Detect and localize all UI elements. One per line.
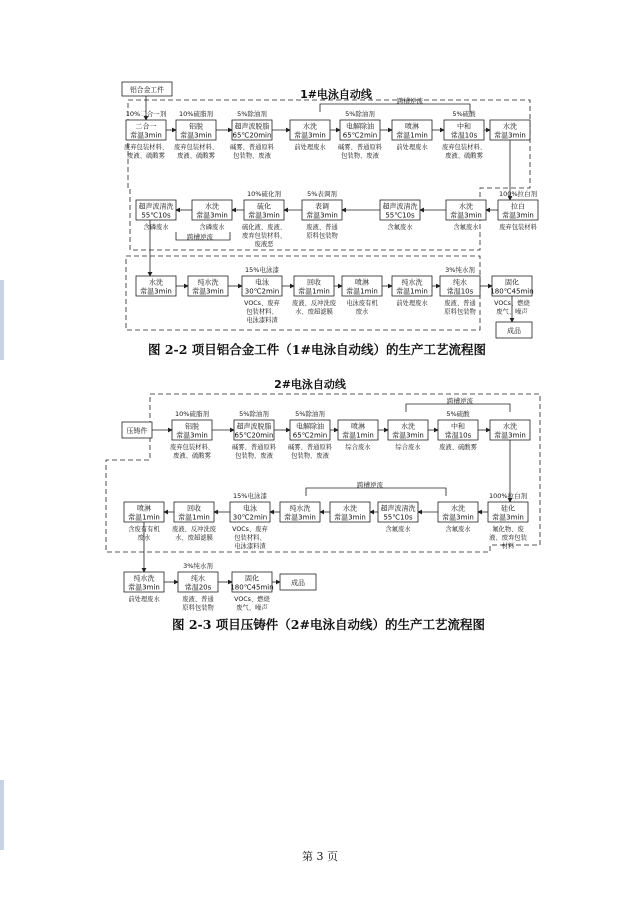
process-step-text: 常温3min <box>442 513 474 522</box>
waste-label: 电泳漆料渣 <box>234 543 266 550</box>
figure-1-title: 1#电泳自动线 <box>300 88 372 101</box>
process-step-m6 <box>438 409 478 451</box>
process-step-text: 硅化 <box>501 504 515 513</box>
waste-label: 氟化物、废 <box>492 526 524 533</box>
process-step-text: 30℃2min <box>232 513 268 522</box>
reagent-label: 10%二合一剂 <box>125 110 167 118</box>
waste-label: 废弃包装材料、 <box>241 232 287 240</box>
process-step-text: 水洗 <box>459 202 473 211</box>
process-step-text: 超声波清洗 <box>382 202 418 211</box>
reagent-label: 10%硫化剂 <box>247 190 281 198</box>
waste-label: 原料包装物 <box>444 308 476 316</box>
waste-label: 废弃包装材料、 <box>441 144 487 151</box>
waste-label: 废液、普通 <box>444 300 476 307</box>
process-step-n14 <box>192 200 232 231</box>
process-step-text: 超声波清洗 <box>380 504 416 513</box>
process-step-text: 30℃2min <box>244 287 280 296</box>
process-step-text: 常温3min <box>502 211 534 220</box>
process-step-text: 常温10s <box>446 287 474 296</box>
process-step-n1 <box>124 109 168 160</box>
waste-label: 废气、噪声 <box>236 604 268 612</box>
counter-flow-line <box>306 488 446 496</box>
process-step-text: 水洗 <box>451 504 465 513</box>
process-step-n17 <box>188 276 228 296</box>
process-step-text: 常温3min <box>176 431 208 440</box>
process-step-text: 常温1min <box>346 287 378 296</box>
page-number: 第 3 页 <box>302 850 338 863</box>
waste-label: 含磷废水 <box>199 224 225 231</box>
counter-flow-line <box>320 104 470 112</box>
reagent-label: 5%表调剂 <box>307 190 337 198</box>
process-step-text: 65℃20min <box>232 131 272 140</box>
counter-flow-label: 跨槽逆流 <box>447 397 473 405</box>
waste-label: 碱雾、普通原料 <box>287 444 333 451</box>
process-step-text: 纯水洗 <box>289 504 311 513</box>
process-step-n2 <box>174 109 218 160</box>
waste-label: 含磷废水 <box>143 224 169 231</box>
process-step-m10 <box>378 502 418 533</box>
waste-label: 废水 <box>137 534 151 542</box>
process-step-text: 水洗 <box>205 202 219 211</box>
waste-label: 废液、反冲洗废 <box>171 526 217 533</box>
process-step-text: 常温10s <box>450 131 478 140</box>
process-step-m2 <box>232 409 277 460</box>
process-step-text: 65℃2min <box>292 431 328 440</box>
waste-label: 包装材料、 <box>246 308 278 316</box>
waste-label: 废液、普通 <box>306 224 338 231</box>
process-step-text: 常温3min <box>492 513 524 522</box>
process-step-text: 常温3min <box>494 131 526 140</box>
process-step-text: 55℃10s <box>141 211 171 220</box>
waste-label: VOCs、燃烧 <box>494 300 530 307</box>
reagent-label: 10%硫脂剂 <box>175 410 209 418</box>
process-step-text: 常温3min <box>140 287 172 296</box>
process-step-text: 成品 <box>291 579 305 587</box>
waste-label: 包装物、废液 <box>233 152 271 160</box>
process-step-text: 纯水 <box>453 278 467 287</box>
process-step-text: 喷淋 <box>137 504 151 513</box>
process-step-m7 <box>490 420 530 440</box>
waste-label: 废液、反冲洗废 <box>291 300 337 307</box>
process-step-text: 常温3min <box>306 211 338 220</box>
waste-label: 碱雾、普通原料 <box>337 144 383 151</box>
process-step-text: 常温3min <box>294 131 326 140</box>
process-step-m4 <box>338 420 378 451</box>
waste-label: 废液恶 <box>254 241 274 248</box>
process-step-text: 常温3min <box>192 287 224 296</box>
process-step-text: 中和 <box>451 422 465 431</box>
process-step-text: 常温3min <box>128 583 160 592</box>
process-step-text: 常温3min <box>450 211 482 220</box>
process-step-n24 <box>496 322 532 338</box>
waste-label: 前处理废水 <box>128 596 160 603</box>
process-step-text: 常温3min <box>334 513 366 522</box>
waste-label: 废液、硫酸雾 <box>177 152 215 160</box>
process-step-n23 <box>490 276 533 316</box>
process-step-n13 <box>242 189 286 248</box>
process-step-text: 电泳 <box>243 504 257 513</box>
process-step-text: 电解除油 <box>346 122 374 131</box>
waste-label: 废弃包装材料 <box>499 224 537 231</box>
waste-label: 综合废水 <box>395 444 421 451</box>
process-step-m8 <box>488 491 528 550</box>
process-step-text: 固化 <box>505 278 519 287</box>
process-step-n11 <box>380 200 420 231</box>
process-step-text: 中和 <box>457 122 471 131</box>
waste-label: 电泳废有机 <box>346 300 378 307</box>
process-step-n5 <box>338 109 383 160</box>
waste-label: 前处理废水 <box>294 144 326 151</box>
process-step-text: 水洗 <box>303 122 317 131</box>
process-step-text: 55℃10s <box>385 211 415 220</box>
waste-label: 液、废弃包装 <box>489 534 527 542</box>
process-step-m12 <box>280 502 320 522</box>
waste-label: 废液、硫酸雾 <box>127 152 165 160</box>
process-step-n22 <box>440 265 480 316</box>
figure-2-title: 2#电泳自动线 <box>274 378 346 391</box>
process-step-n15 <box>136 200 176 231</box>
process-step-m18 <box>230 572 273 612</box>
process-step-text: 喷淋 <box>355 278 369 287</box>
process-step-n12 <box>302 189 342 240</box>
process-step-text: 超声波清洗 <box>138 202 174 211</box>
process-step-text: 65℃20min <box>234 431 274 440</box>
reagent-label: 100%拉白剂 <box>498 190 538 198</box>
waste-label: 废弃包装材料、 <box>169 444 215 451</box>
reagent-label: 5%除油剂 <box>345 110 375 118</box>
process-step-text: 65℃2min <box>342 131 378 140</box>
process-step-m17 <box>178 561 218 612</box>
process-step-text: 常温1min <box>128 513 160 522</box>
process-step-text: 纯水 <box>191 574 205 583</box>
waste-label: 综合废水 <box>345 444 371 451</box>
reagent-label: 3%纯水剂 <box>183 562 213 570</box>
reagent-label: 5%硫酸 <box>452 110 476 118</box>
process-step-text: 回收 <box>187 504 201 513</box>
process-step-text: 回收 <box>307 278 321 287</box>
reagent-label: 15%电泳漆 <box>233 492 267 500</box>
reagent-label: 5%硫酸 <box>446 410 470 418</box>
process-step-text: 常温1min <box>396 131 428 140</box>
process-step-text: 硫化 <box>257 202 271 211</box>
waste-label: 前处理废水 <box>396 300 428 307</box>
process-step-text: 常温3min <box>130 131 162 140</box>
waste-label: 前处理废水 <box>396 144 428 151</box>
process-step-m13 <box>230 491 270 550</box>
waste-label: 废液、硫酸雾 <box>445 152 483 160</box>
input-label: 压铸件 <box>126 427 148 435</box>
process-step-n19 <box>292 276 337 316</box>
process-step-text: 纯水洗 <box>133 574 155 583</box>
process-step-text: 55℃10s <box>383 513 413 522</box>
waste-label: VOCs、废弃 <box>232 526 268 533</box>
waste-label: 水、废超滤膜 <box>295 308 333 316</box>
reagent-label: 5%除油剂 <box>239 410 269 418</box>
counter-flow-label: 跨槽逆流 <box>357 481 383 489</box>
process-step-text: 二合一 <box>135 122 157 131</box>
process-step-text: 常温1min <box>178 513 210 522</box>
process-step-m9 <box>438 502 478 533</box>
process-step-text: 常温3min <box>196 211 228 220</box>
process-step-n21 <box>392 276 432 307</box>
waste-label: VOCs、废弃 <box>244 300 280 307</box>
process-step-text: 常温1min <box>298 287 330 296</box>
process-step-text: 常温3min <box>284 513 316 522</box>
process-step-text: 纯水洗 <box>197 278 219 287</box>
waste-label: 碱雾、普通原料 <box>229 144 275 151</box>
process-step-n8 <box>490 120 530 140</box>
process-step-text: 水洗 <box>343 504 357 513</box>
waste-label: 含氟废水 <box>453 224 479 231</box>
process-step-text: 喷淋 <box>405 122 419 131</box>
process-step-text: 水洗 <box>503 122 517 131</box>
process-step-text: 电泳 <box>255 278 269 287</box>
waste-label: VOCs、燃烧 <box>234 596 270 603</box>
process-step-text: 喷淋 <box>351 422 365 431</box>
counter-flow-label: 跨槽逆流 <box>397 97 423 105</box>
waste-label: 包装材料、 <box>234 534 266 542</box>
waste-label: 包装物、废液 <box>341 152 379 160</box>
reagent-label: 3%纯水剂 <box>445 266 475 274</box>
waste-label: 水、废超滤膜 <box>175 534 213 542</box>
process-step-text: 固化 <box>245 574 259 583</box>
waste-label: 电泳漆料渣 <box>246 317 278 324</box>
input-label: 铝合金工件 <box>130 86 164 94</box>
process-step-text: 180℃45min <box>490 287 534 296</box>
figure-2-3-caption: 图 2-3 项目压铸件（2#电泳自动线）的生产工艺流程图 <box>172 617 485 632</box>
process-step-n3 <box>230 109 275 160</box>
waste-label: 包装物、废液 <box>291 452 329 460</box>
waste-label: 废液、普通 <box>182 596 214 603</box>
process-step-n4 <box>290 120 330 151</box>
waste-label: 含氟废水 <box>387 224 413 231</box>
process-step-text: 常温1min <box>396 287 428 296</box>
process-step-n18 <box>242 265 282 324</box>
process-step-text: 常温10s <box>444 431 472 440</box>
process-step-m1 <box>170 409 214 460</box>
waste-label: 含氟废水 <box>385 526 411 533</box>
waste-label: 材料 <box>501 543 515 550</box>
process-step-text: 常温3min <box>248 211 280 220</box>
waste-label: 废弃包装材料、 <box>123 144 169 151</box>
process-step-m15 <box>124 502 164 542</box>
counter-flow-label: 跨槽逆流 <box>187 233 213 241</box>
process-step-text: 超声波脱脂 <box>236 422 272 431</box>
figure-2-2-caption: 图 2-2 项目铝合金工件（1#电泳自动线）的生产工艺流程图 <box>148 342 486 357</box>
process-step-text: 铝脱 <box>185 422 199 431</box>
waste-label: 硫化液、废液、 <box>241 224 287 231</box>
process-step-text: 常温20s <box>184 583 212 592</box>
process-step-n9 <box>498 189 538 231</box>
process-step-m5 <box>388 420 428 451</box>
waste-label: 废弃包装材料、 <box>173 144 219 151</box>
waste-label: 原料包装物 <box>306 232 338 240</box>
process-step-text: 表调 <box>315 202 329 211</box>
process-step-text: 水洗 <box>503 422 517 431</box>
process-step-text: 水洗 <box>149 278 163 287</box>
waste-label: 原料包装物 <box>182 604 214 612</box>
process-step-m16 <box>124 572 164 603</box>
waste-label: 包装物、废液 <box>235 452 273 460</box>
process-step-text: 常温3min <box>494 431 526 440</box>
waste-label: 含废有有机 <box>128 526 160 533</box>
process-step-text: 180℃45min <box>230 583 274 592</box>
process-step-n7 <box>442 109 486 160</box>
waste-label: 废气、噪声 <box>496 308 528 316</box>
process-step-n16 <box>136 276 176 296</box>
process-step-m14 <box>172 502 217 542</box>
process-step-text: 超声波脱脂 <box>234 122 270 131</box>
waste-label: 废液、硫酸雾 <box>173 452 211 460</box>
process-step-text: 铝脱 <box>189 122 203 131</box>
waste-label: 碱雾、普通原料 <box>231 444 277 451</box>
waste-label: 废水 <box>355 308 369 316</box>
process-step-text: 水洗 <box>401 422 415 431</box>
reagent-label: 5%除油剂 <box>295 410 325 418</box>
process-step-text: 纯水洗 <box>401 278 423 287</box>
process-step-text: 成品 <box>507 327 521 335</box>
reagent-label: 15%电泳漆 <box>245 266 279 274</box>
process-step-m19 <box>280 574 316 590</box>
process-step-n6 <box>392 120 432 151</box>
process-step-n20 <box>342 276 382 316</box>
waste-label: 含氟废水 <box>445 526 471 533</box>
process-step-text: 常温3min <box>392 431 424 440</box>
waste-label: 废液、硫酸雾 <box>439 444 477 451</box>
reagent-label: 100%拉白剂 <box>488 492 528 500</box>
reagent-label: 5%除油剂 <box>237 110 267 118</box>
process-step-text: 常温1min <box>342 431 374 440</box>
process-step-text: 常温3min <box>180 131 212 140</box>
process-step-text: 电解除油 <box>296 422 324 431</box>
process-step-text: 拉白 <box>511 202 525 211</box>
process-step-m3 <box>288 409 333 460</box>
process-step-m11 <box>330 502 370 522</box>
reagent-label: 10%硫脂剂 <box>179 110 213 118</box>
